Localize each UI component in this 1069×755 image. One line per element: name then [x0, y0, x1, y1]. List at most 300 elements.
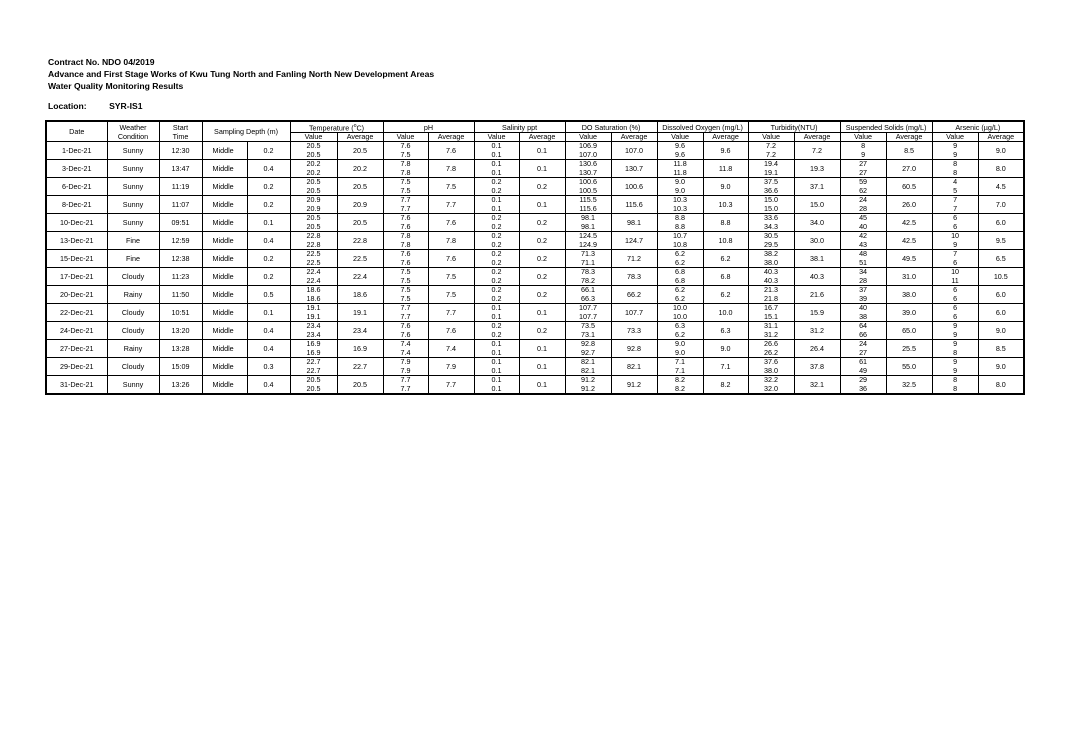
ss-value-2: 38 [859, 311, 868, 321]
time-cell: 13:26 [159, 376, 202, 395]
ss-average-cell: 55.0 [886, 358, 932, 376]
temp-values-cell [290, 160, 337, 178]
turb-value-2: 7.2 [766, 149, 777, 159]
col-salinity: Salinity ppt [474, 121, 565, 133]
sal-value-2: 0.2 [491, 221, 502, 231]
turb-value-2: 15.0 [764, 203, 779, 213]
ph-value-2: 7.5 [400, 275, 411, 285]
ss-value-2: 27 [859, 167, 868, 177]
dosat-value-1: 71.3 [581, 249, 596, 259]
sal-values-cell [474, 340, 519, 358]
ph-average-cell: 7.7 [428, 196, 474, 214]
weather-cell: Cloudy [107, 304, 159, 322]
turb-value-1: 40.3 [764, 267, 779, 277]
temp-average-cell: 22.5 [337, 250, 383, 268]
dosat-value-2: 124.9 [579, 239, 598, 249]
temp-average-cell: 20.5 [337, 214, 383, 232]
turb-value-1: 37.5 [764, 177, 779, 187]
sal-average-cell: 0.2 [519, 232, 565, 250]
ss-average-cell: 65.0 [886, 322, 932, 340]
as-value-2: 8 [953, 383, 958, 393]
sal-average-cell: 0.2 [519, 322, 565, 340]
ph-value-1: 7.6 [400, 141, 411, 151]
sal-value-2: 0.1 [491, 149, 502, 159]
table-row [46, 160, 1024, 178]
turb-average-cell: 32.1 [794, 376, 840, 395]
location-line [48, 101, 143, 111]
ss-value-2: 43 [859, 239, 868, 249]
temp-values-cell [290, 340, 337, 358]
weather-cell: Rainy [107, 286, 159, 304]
temp-average-cell: 23.4 [337, 322, 383, 340]
level-cell: Middle [202, 232, 247, 250]
ph-values-cell [383, 376, 428, 395]
temp-values-cell [290, 322, 337, 340]
as-value-2: 5 [953, 185, 958, 195]
ph-value-1: 7.6 [400, 249, 411, 259]
do-value-1: 9.6 [675, 141, 686, 151]
do-value-2: 6.2 [675, 257, 686, 267]
as-value-2: 6 [953, 311, 958, 321]
ph-average-cell: 7.6 [428, 322, 474, 340]
as-values-cell [932, 286, 978, 304]
table-row [46, 232, 1024, 250]
turb-value-1: 38.2 [764, 249, 779, 259]
sal-average-cell: 0.2 [519, 250, 565, 268]
dosat-average-cell: 107.0 [611, 142, 657, 160]
temp-value-1: 16.9 [306, 339, 321, 349]
subcol-value: Value [657, 133, 703, 142]
sal-value-2: 0.1 [491, 365, 502, 375]
as-value-2: 9 [953, 239, 958, 249]
ph-value-1: 7.7 [400, 195, 411, 205]
dosat-values-cell [565, 214, 611, 232]
sal-average-cell: 0.1 [519, 340, 565, 358]
sal-average-cell: 0.2 [519, 214, 565, 232]
ph-values-cell [383, 340, 428, 358]
depth-cell: 0.3 [247, 358, 290, 376]
turb-value-2: 19.1 [764, 167, 779, 177]
ss-average-cell: 27.0 [886, 160, 932, 178]
date-cell: 8-Dec-21 [46, 196, 107, 214]
do-values-cell [657, 304, 703, 322]
ph-average-cell: 7.7 [428, 304, 474, 322]
sal-value-2: 0.2 [491, 257, 502, 267]
ph-value-2: 7.5 [400, 293, 411, 303]
sal-value-1: 0.2 [491, 285, 502, 295]
turb-values-cell [748, 142, 794, 160]
level-cell: Middle [202, 340, 247, 358]
temp-values-cell [290, 142, 337, 160]
as-values-cell [932, 268, 978, 286]
ss-value-2: 51 [859, 257, 868, 267]
dosat-values-cell [565, 358, 611, 376]
do-value-1: 6.2 [675, 249, 686, 259]
turb-values-cell [748, 286, 794, 304]
do-value-1: 11.8 [673, 159, 687, 169]
temp-value-2: 23.4 [306, 329, 321, 339]
depth-cell: 0.1 [247, 214, 290, 232]
col-start-time [159, 121, 202, 142]
ph-value-2: 7.5 [400, 185, 411, 195]
depth-cell: 0.4 [247, 232, 290, 250]
subcol-average: Average [519, 133, 565, 142]
dosat-value-2: 91.2 [581, 383, 596, 393]
dosat-average-cell: 130.7 [611, 160, 657, 178]
ss-values-cell [840, 214, 886, 232]
as-value-2: 9 [953, 365, 958, 375]
do-value-1: 9.0 [675, 339, 686, 349]
dosat-average-cell: 92.8 [611, 340, 657, 358]
ss-values-cell [840, 142, 886, 160]
do-value-2: 7.1 [675, 365, 686, 375]
as-average-cell: 9.5 [978, 232, 1024, 250]
as-value-1: 10 [951, 231, 960, 241]
sal-value-1: 0.2 [491, 267, 502, 277]
as-value-2: 6 [953, 221, 958, 231]
as-values-cell [932, 376, 978, 395]
depth-cell: 0.2 [247, 250, 290, 268]
subcol-average: Average [703, 133, 748, 142]
as-average-cell: 9.0 [978, 142, 1024, 160]
turb-values-cell [748, 376, 794, 395]
dosat-value-2: 73.1 [581, 329, 596, 339]
do-average-cell: 6.3 [703, 322, 748, 340]
col-temperature-text: Temperature ( [308, 123, 354, 133]
weather-cell: Fine [107, 232, 159, 250]
table-row [46, 178, 1024, 196]
ph-value-2: 7.4 [400, 347, 411, 357]
turb-values-cell [748, 304, 794, 322]
do-average-cell: 10.3 [703, 196, 748, 214]
dosat-value-2: 115.6 [579, 203, 597, 213]
sal-value-1: 0.1 [491, 339, 502, 349]
do-value-2: 9.6 [675, 149, 686, 159]
ss-value-2: 39 [859, 293, 868, 303]
sal-value-1: 0.2 [491, 231, 502, 241]
do-values-cell [657, 142, 703, 160]
temp-value-1: 20.9 [306, 195, 321, 205]
level-cell: Middle [202, 286, 247, 304]
temp-values-cell [290, 178, 337, 196]
turb-value-2: 26.2 [764, 347, 779, 357]
turb-average-cell: 30.0 [794, 232, 840, 250]
do-values-cell [657, 268, 703, 286]
do-values-cell [657, 232, 703, 250]
turb-values-cell [748, 268, 794, 286]
depth-cell: 0.4 [247, 376, 290, 395]
date-cell: 24-Dec-21 [46, 322, 107, 340]
ss-values-cell [840, 250, 886, 268]
turb-average-cell: 21.6 [794, 286, 840, 304]
turb-value-2: 32.0 [764, 383, 779, 393]
table-row [46, 196, 1024, 214]
col-do-saturation: DO Saturation (%) [565, 121, 657, 133]
sal-value-1: 0.1 [491, 375, 502, 385]
temp-value-1: 20.5 [306, 141, 321, 151]
dosat-value-1: 115.5 [579, 195, 597, 205]
do-value-2: 10.8 [673, 239, 688, 249]
weather-cell: Sunny [107, 376, 159, 395]
sal-values-cell [474, 178, 519, 196]
subcol-value: Value [748, 133, 794, 142]
ss-value-1: 37 [859, 285, 868, 295]
sal-value-1: 0.2 [491, 249, 502, 259]
ph-values-cell [383, 160, 428, 178]
subcol-value: Value [474, 133, 519, 142]
temp-values-cell [290, 286, 337, 304]
dosat-value-1: 66.1 [581, 285, 596, 295]
as-value-2: 8 [953, 347, 958, 357]
ss-values-cell [840, 232, 886, 250]
sal-value-1: 0.1 [491, 303, 502, 313]
ss-value-1: 48 [859, 249, 868, 259]
ph-average-cell: 7.6 [428, 142, 474, 160]
sal-average-cell: 0.2 [519, 268, 565, 286]
dosat-value-2: 82.1 [581, 365, 596, 375]
do-average-cell: 8.8 [703, 214, 748, 232]
sal-value-1: 0.2 [491, 321, 502, 331]
ss-value-1: 61 [859, 357, 868, 367]
ss-value-2: 28 [859, 203, 868, 213]
ss-value-2: 36 [859, 383, 868, 393]
ss-value-1: 34 [859, 267, 868, 277]
as-average-cell: 9.0 [978, 322, 1024, 340]
sal-value-2: 0.1 [491, 203, 502, 213]
date-cell: 17-Dec-21 [46, 268, 107, 286]
do-values-cell [657, 286, 703, 304]
ss-values-cell [840, 376, 886, 395]
do-values-cell [657, 196, 703, 214]
sal-value-1: 0.1 [491, 195, 502, 205]
turb-value-1: 26.6 [764, 339, 779, 349]
project-title: Advance and First Stage Works of Kwu Tung North and Fanling North New Development Areas [48, 69, 435, 79]
temp-values-cell [290, 250, 337, 268]
as-average-cell: 9.0 [978, 358, 1024, 376]
dosat-value-2: 78.2 [581, 275, 596, 285]
turb-average-cell: 38.1 [794, 250, 840, 268]
ss-value-1: 45 [859, 213, 868, 223]
table-row [46, 214, 1024, 232]
sal-value-1: 0.1 [491, 141, 502, 151]
weather-cell: Sunny [107, 160, 159, 178]
dosat-value-2: 92.7 [581, 347, 596, 357]
dosat-values-cell [565, 196, 611, 214]
turb-values-cell [748, 322, 794, 340]
ph-values-cell [383, 142, 428, 160]
dosat-average-cell: 91.2 [611, 376, 657, 395]
ss-values-cell [840, 286, 886, 304]
turb-value-2: 34.3 [764, 221, 779, 231]
dosat-value-1: 106.9 [579, 141, 598, 151]
as-values-cell [932, 178, 978, 196]
sal-values-cell [474, 160, 519, 178]
turb-average-cell: 40.3 [794, 268, 840, 286]
subcol-average: Average [978, 133, 1024, 142]
col-weather-line1: Weather [119, 122, 147, 132]
ss-average-cell: 49.5 [886, 250, 932, 268]
col-arsenic: Arsenic (µg/L) [932, 121, 1024, 133]
ph-average-cell: 7.9 [428, 358, 474, 376]
dosat-value-1: 98.1 [581, 213, 596, 223]
dosat-value-1: 82.1 [581, 357, 596, 367]
as-value-1: 6 [953, 285, 958, 295]
ph-average-cell: 7.6 [428, 250, 474, 268]
dosat-values-cell [565, 142, 611, 160]
as-value-1: 10 [951, 267, 960, 277]
do-value-1: 10.7 [673, 231, 688, 241]
time-cell: 13:20 [159, 322, 202, 340]
weather-cell: Fine [107, 250, 159, 268]
subcol-average: Average [611, 133, 657, 142]
dosat-values-cell [565, 232, 611, 250]
weather-cell: Sunny [107, 178, 159, 196]
sal-value-2: 0.1 [491, 347, 502, 357]
ph-average-cell: 7.8 [428, 160, 474, 178]
do-value-2: 9.0 [675, 185, 686, 195]
sal-value-2: 0.1 [491, 383, 502, 393]
do-average-cell: 10.8 [703, 232, 748, 250]
ph-values-cell [383, 322, 428, 340]
dosat-value-1: 91.2 [581, 375, 596, 385]
as-values-cell [932, 160, 978, 178]
ss-value-1: 29 [859, 375, 868, 385]
do-average-cell: 6.2 [703, 250, 748, 268]
depth-cell: 0.4 [247, 340, 290, 358]
as-average-cell: 6.5 [978, 250, 1024, 268]
do-average-cell: 9.0 [703, 178, 748, 196]
temp-average-cell: 20.9 [337, 196, 383, 214]
sal-value-2: 0.2 [491, 293, 502, 303]
depth-cell: 0.4 [247, 160, 290, 178]
ss-value-1: 27 [859, 159, 868, 169]
report-header [48, 56, 434, 92]
ss-values-cell [840, 160, 886, 178]
as-value-1: 9 [953, 141, 958, 151]
dosat-values-cell [565, 322, 611, 340]
ss-average-cell: 42.5 [886, 214, 932, 232]
time-cell: 13:47 [159, 160, 202, 178]
ss-value-1: 40 [859, 303, 868, 313]
col-temperature [290, 121, 383, 133]
dosat-average-cell: 100.6 [611, 178, 657, 196]
turb-value-1: 37.6 [764, 357, 779, 367]
depth-cell: 0.4 [247, 322, 290, 340]
ss-values-cell [840, 340, 886, 358]
ph-average-cell: 7.7 [428, 376, 474, 395]
temp-value-1: 20.5 [306, 177, 321, 187]
do-value-1: 8.2 [675, 375, 686, 385]
sal-average-cell: 0.1 [519, 304, 565, 322]
ph-values-cell [383, 286, 428, 304]
col-weather [107, 121, 159, 142]
temp-average-cell: 18.6 [337, 286, 383, 304]
ss-values-cell [840, 304, 886, 322]
ss-value-2: 27 [859, 347, 868, 357]
subcol-average: Average [428, 133, 474, 142]
dosat-value-1: 92.8 [581, 339, 596, 349]
time-cell: 12:30 [159, 142, 202, 160]
sal-values-cell [474, 286, 519, 304]
dosat-values-cell [565, 340, 611, 358]
do-values-cell [657, 178, 703, 196]
sal-value-1: 0.2 [491, 213, 502, 223]
sal-value-2: 0.2 [491, 275, 502, 285]
ss-average-cell: 25.5 [886, 340, 932, 358]
turb-value-1: 19.4 [764, 159, 779, 169]
sal-values-cell [474, 142, 519, 160]
ph-value-1: 7.7 [400, 303, 411, 313]
turb-values-cell [748, 214, 794, 232]
temp-value-1: 18.6 [306, 285, 321, 295]
depth-cell: 0.5 [247, 286, 290, 304]
ph-values-cell [383, 304, 428, 322]
dosat-average-cell: 71.2 [611, 250, 657, 268]
sal-value-1: 0.1 [491, 357, 502, 367]
ph-values-cell [383, 250, 428, 268]
temp-value-2: 20.5 [306, 149, 321, 159]
temp-value-1: 20.5 [306, 375, 321, 385]
ss-value-1: 24 [859, 195, 868, 205]
as-values-cell [932, 322, 978, 340]
dosat-values-cell [565, 268, 611, 286]
level-cell: Middle [202, 322, 247, 340]
temp-average-cell: 19.1 [337, 304, 383, 322]
as-value-2: 6 [953, 257, 958, 267]
date-cell: 1-Dec-21 [46, 142, 107, 160]
header-row-main [46, 121, 1024, 133]
ph-value-2: 7.8 [400, 167, 411, 177]
ss-value-1: 8 [861, 141, 866, 151]
ph-values-cell [383, 268, 428, 286]
ph-average-cell: 7.6 [428, 214, 474, 232]
temp-average-cell: 22.4 [337, 268, 383, 286]
col-sampling-depth: Sampling Depth (m) [202, 121, 290, 142]
as-average-cell: 4.5 [978, 178, 1024, 196]
temp-value-2: 19.1 [306, 311, 321, 321]
ss-average-cell: 39.0 [886, 304, 932, 322]
col-date: Date [46, 121, 107, 142]
as-values-cell [932, 358, 978, 376]
dosat-value-1: 124.5 [579, 231, 598, 241]
date-cell: 3-Dec-21 [46, 160, 107, 178]
sal-average-cell: 0.1 [519, 142, 565, 160]
time-cell: 15:09 [159, 358, 202, 376]
dosat-average-cell: 78.3 [611, 268, 657, 286]
col-temperature-unit: C) [356, 123, 365, 133]
turb-value-1: 15.0 [764, 195, 779, 205]
ss-values-cell [840, 322, 886, 340]
do-value-2: 8.2 [675, 383, 686, 393]
turb-average-cell: 31.2 [794, 322, 840, 340]
turb-average-cell: 37.8 [794, 358, 840, 376]
turb-value-2: 38.0 [764, 257, 779, 267]
ss-values-cell [840, 196, 886, 214]
temp-value-2: 20.5 [306, 383, 321, 393]
temp-values-cell [290, 214, 337, 232]
temp-values-cell [290, 268, 337, 286]
time-cell: 12:38 [159, 250, 202, 268]
table-row [46, 376, 1024, 395]
temp-value-1: 22.8 [306, 231, 321, 241]
ph-values-cell [383, 232, 428, 250]
temp-value-2: 20.5 [306, 185, 321, 195]
turb-average-cell: 34.0 [794, 214, 840, 232]
dosat-value-2: 107.0 [579, 149, 598, 159]
as-value-1: 7 [953, 249, 958, 259]
ph-value-1: 7.7 [400, 375, 411, 385]
table-row [46, 268, 1024, 286]
